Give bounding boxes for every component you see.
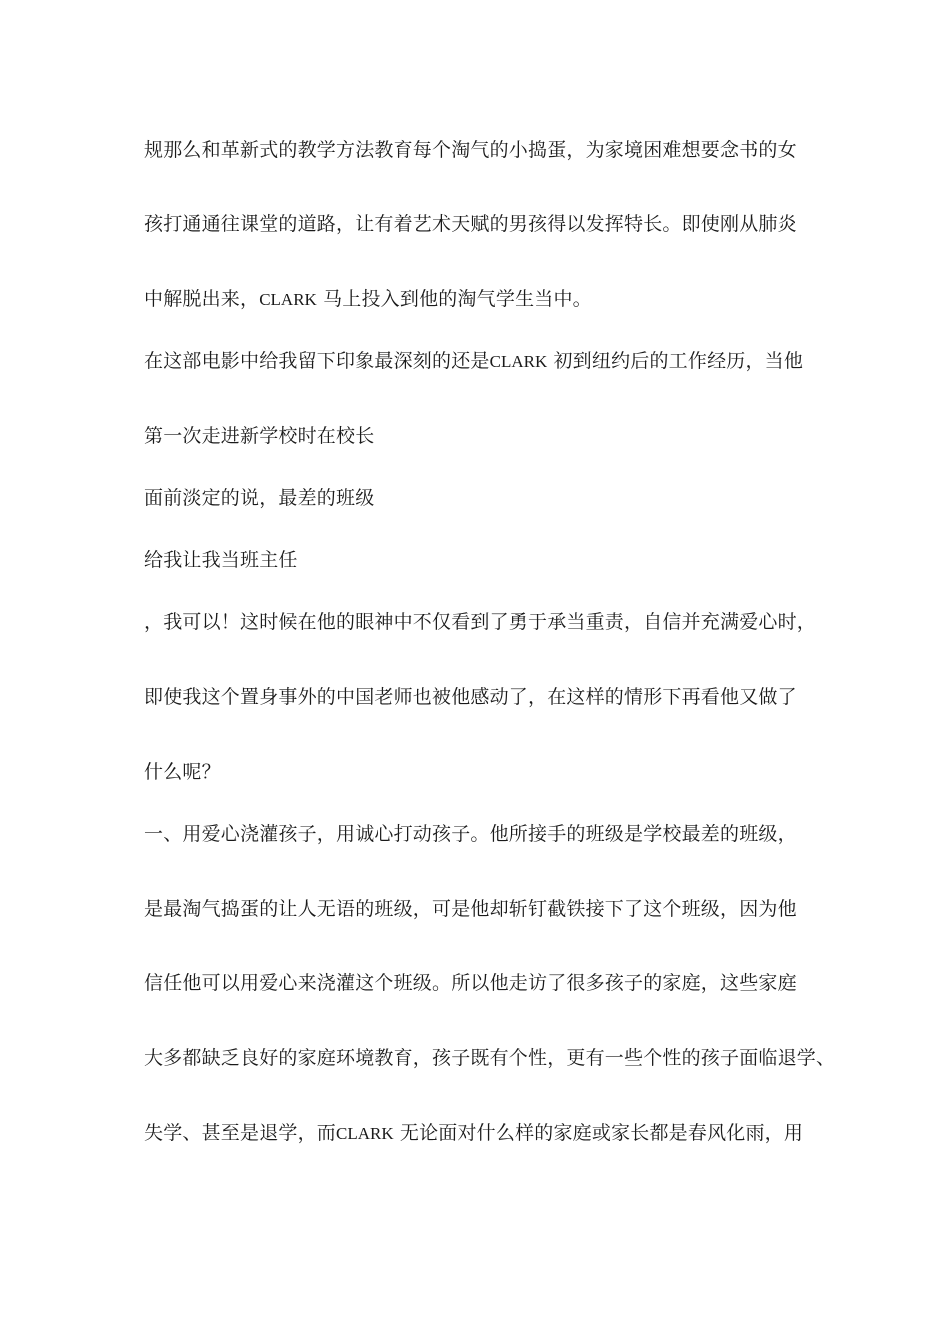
paragraph-line bbox=[144, 1120, 803, 1147]
paragraph-line: 是最淘气捣蛋的让人无语的班级，可是他却斩钉截铁接下了这个班级，因为他 bbox=[144, 898, 797, 920]
line-text: 失学、甚至是退学，而 bbox=[144, 1122, 337, 1144]
paragraph-line: 大多都缺乏良好的家庭环境教育，孩子既有个性，更有一些个性的孩子面临退学、 bbox=[144, 1047, 836, 1069]
paragraph-line: 信任他可以用爱心来浇灌这个班级。所以他走访了很多孩子的家庭，这些家庭 bbox=[144, 972, 797, 994]
line-text: 无论面对什么样的家庭或家长都是春风化雨，用 bbox=[393, 1122, 804, 1144]
paragraph-line: 给我让我当班主任 bbox=[144, 549, 298, 571]
paragraph-line: 规那么和革新式的教学方法教育每个淘气的小捣蛋，为家境困难想要念书的女 bbox=[144, 139, 797, 161]
line-text: 马上投入到他的淘气学生当中。 bbox=[316, 288, 592, 310]
line-text: 初到纽约后的工作经历，当他 bbox=[547, 350, 804, 372]
name-clark: CLARK bbox=[336, 1124, 394, 1143]
name-clark: CLARK bbox=[259, 290, 317, 309]
paragraph-line: 面前淡定的说，最差的班级 bbox=[144, 487, 375, 509]
paragraph-line: 即使我这个置身事外的中国老师也被他感动了，在这样的情形下再看他又做了 bbox=[144, 686, 797, 708]
paragraph-line: 一、用爱心浇灌孩子，用诚心打动孩子。他所接手的班级是学校最差的班级， bbox=[144, 823, 797, 845]
paragraph-line: ，我可以！这时候在他的眼神中不仅看到了勇于承当重责，自信并充满爱心时， bbox=[144, 611, 817, 633]
paragraph-line: 第一次走进新学校时在校长 bbox=[144, 425, 375, 447]
line-text: 在这部电影中给我留下印象最深刻的还是 bbox=[144, 350, 490, 372]
paragraph-line: 什么呢？ bbox=[144, 761, 221, 783]
line-text: 中解脱出来， bbox=[144, 288, 260, 310]
paragraph-line bbox=[144, 348, 803, 375]
paragraph-line bbox=[144, 286, 592, 313]
paragraph-line: 孩打通通往课堂的道路，让有着艺术天赋的男孩得以发挥特长。即使刚从肺炎 bbox=[144, 213, 797, 235]
name-clark: CLARK bbox=[489, 352, 548, 371]
